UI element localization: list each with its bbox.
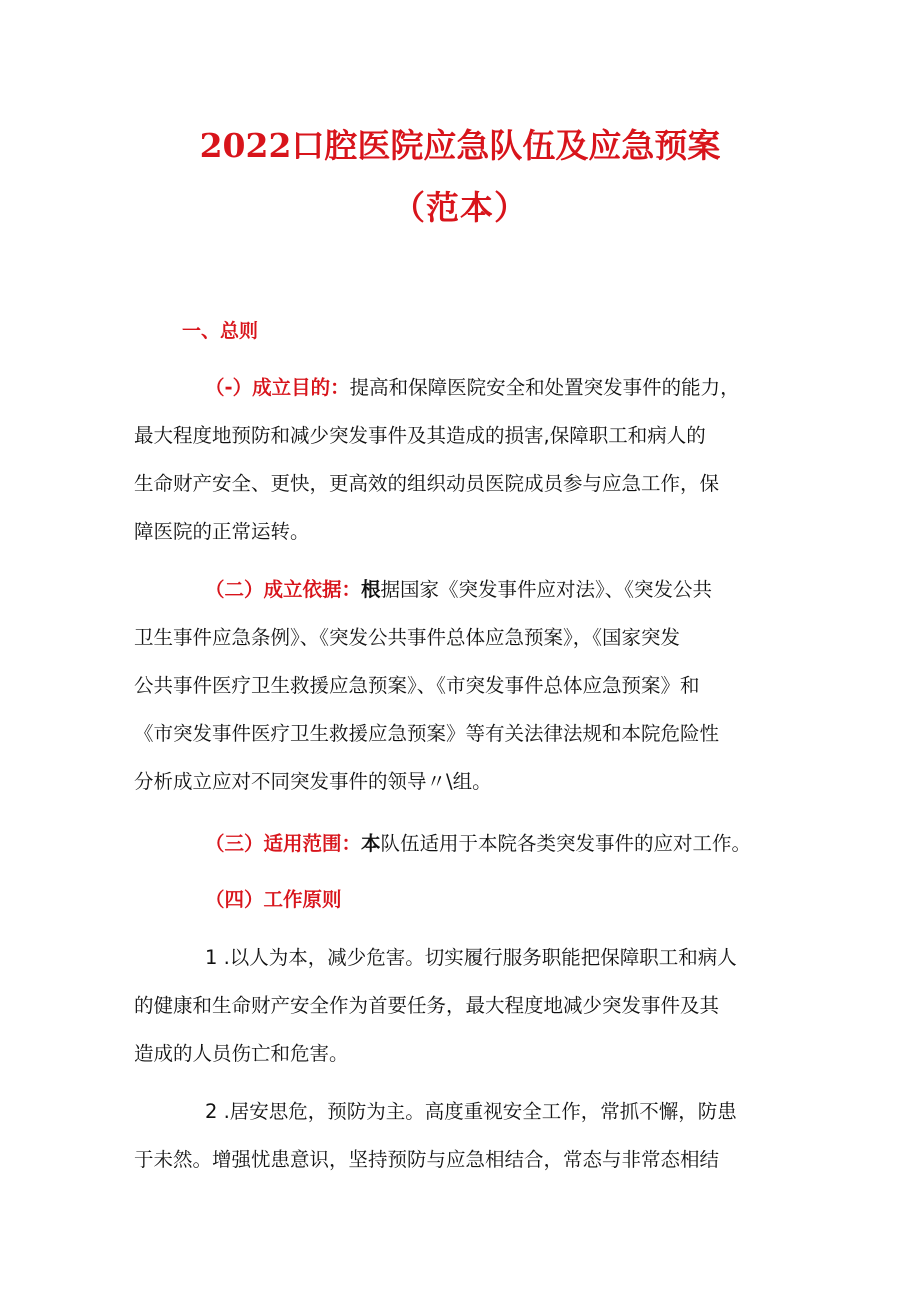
paragraph-line: 最大程度地预防和减少突发事件及其造成的损害,保障职工和病人的 [134, 424, 706, 447]
clause-label: （四）工作原则 [205, 888, 342, 911]
paragraph-scope [134, 820, 794, 868]
paragraph-line: 卫生事件应急条例》、《突发公共事件总体应急预案》，《国家突发 [134, 626, 681, 649]
paragraph-line: 分析成立应对不同突发事件的领导〃\组。 [134, 770, 492, 793]
section-heading-general: 一、总则 [182, 320, 259, 342]
paragraph-line: 障医院的正常运转。 [134, 520, 310, 543]
paragraph-line: 公共事件医疗卫生救援应急预案》、《市突发事件总体应急预案》和 [134, 674, 700, 697]
paragraph-line: 生命财产安全、更快，更高效的组织动员医院成员参与应急工作，保 [134, 472, 720, 495]
paragraph-line [134, 876, 794, 924]
bold-char: 本 [361, 832, 381, 855]
paragraph-line [134, 364, 794, 412]
paragraph-line: 《市突发事件医疗卫生救援应急预案》等有关法律法规和本院危险性 [134, 722, 720, 745]
line-text: 提高和保障医院安全和处置突发事件的能力， [349, 376, 740, 399]
paragraph-line: 1 .以人为本，减少危害。切实履行服务职能把保障职工和病人 [205, 946, 737, 969]
paragraph-principle-2 [134, 1088, 794, 1184]
paragraph-line: 2 .居安思危，预防为主。高度重视安全工作，常抓不懈，防患 [205, 1100, 737, 1123]
paragraph-line: 造成的人员伤亡和危害。 [134, 1042, 349, 1065]
paragraph-line: 于未然。增强忧患意识，坚持预防与应急相结合，常态与非常态相结 [134, 1148, 720, 1171]
paragraph-basis [134, 566, 794, 806]
paragraph-principle-1 [134, 934, 794, 1078]
paragraph-line [134, 566, 794, 614]
bold-char: 根 [361, 578, 381, 601]
paragraph-purpose [134, 364, 794, 556]
paragraph-line [134, 820, 794, 868]
line-text: 队伍适用于本院各类突发事件的应对工作。 [380, 832, 752, 855]
paragraph-line: 的健康和生命财产安全作为首要任务，最大程度地减少突发事件及其 [134, 994, 720, 1017]
document-title: 2022口腔医院应急队伍及应急预案 [199, 126, 721, 165]
paragraph-principles-heading [134, 876, 794, 924]
clause-label: （二）成立依据： [205, 578, 362, 601]
line-text: 据国家《突发事件应对法》、《突发公共 [380, 578, 713, 601]
clause-label: （-）成立目的： [205, 376, 350, 399]
document-subtitle: （范本） [392, 188, 528, 227]
clause-label: （三）适用范围： [205, 832, 362, 855]
